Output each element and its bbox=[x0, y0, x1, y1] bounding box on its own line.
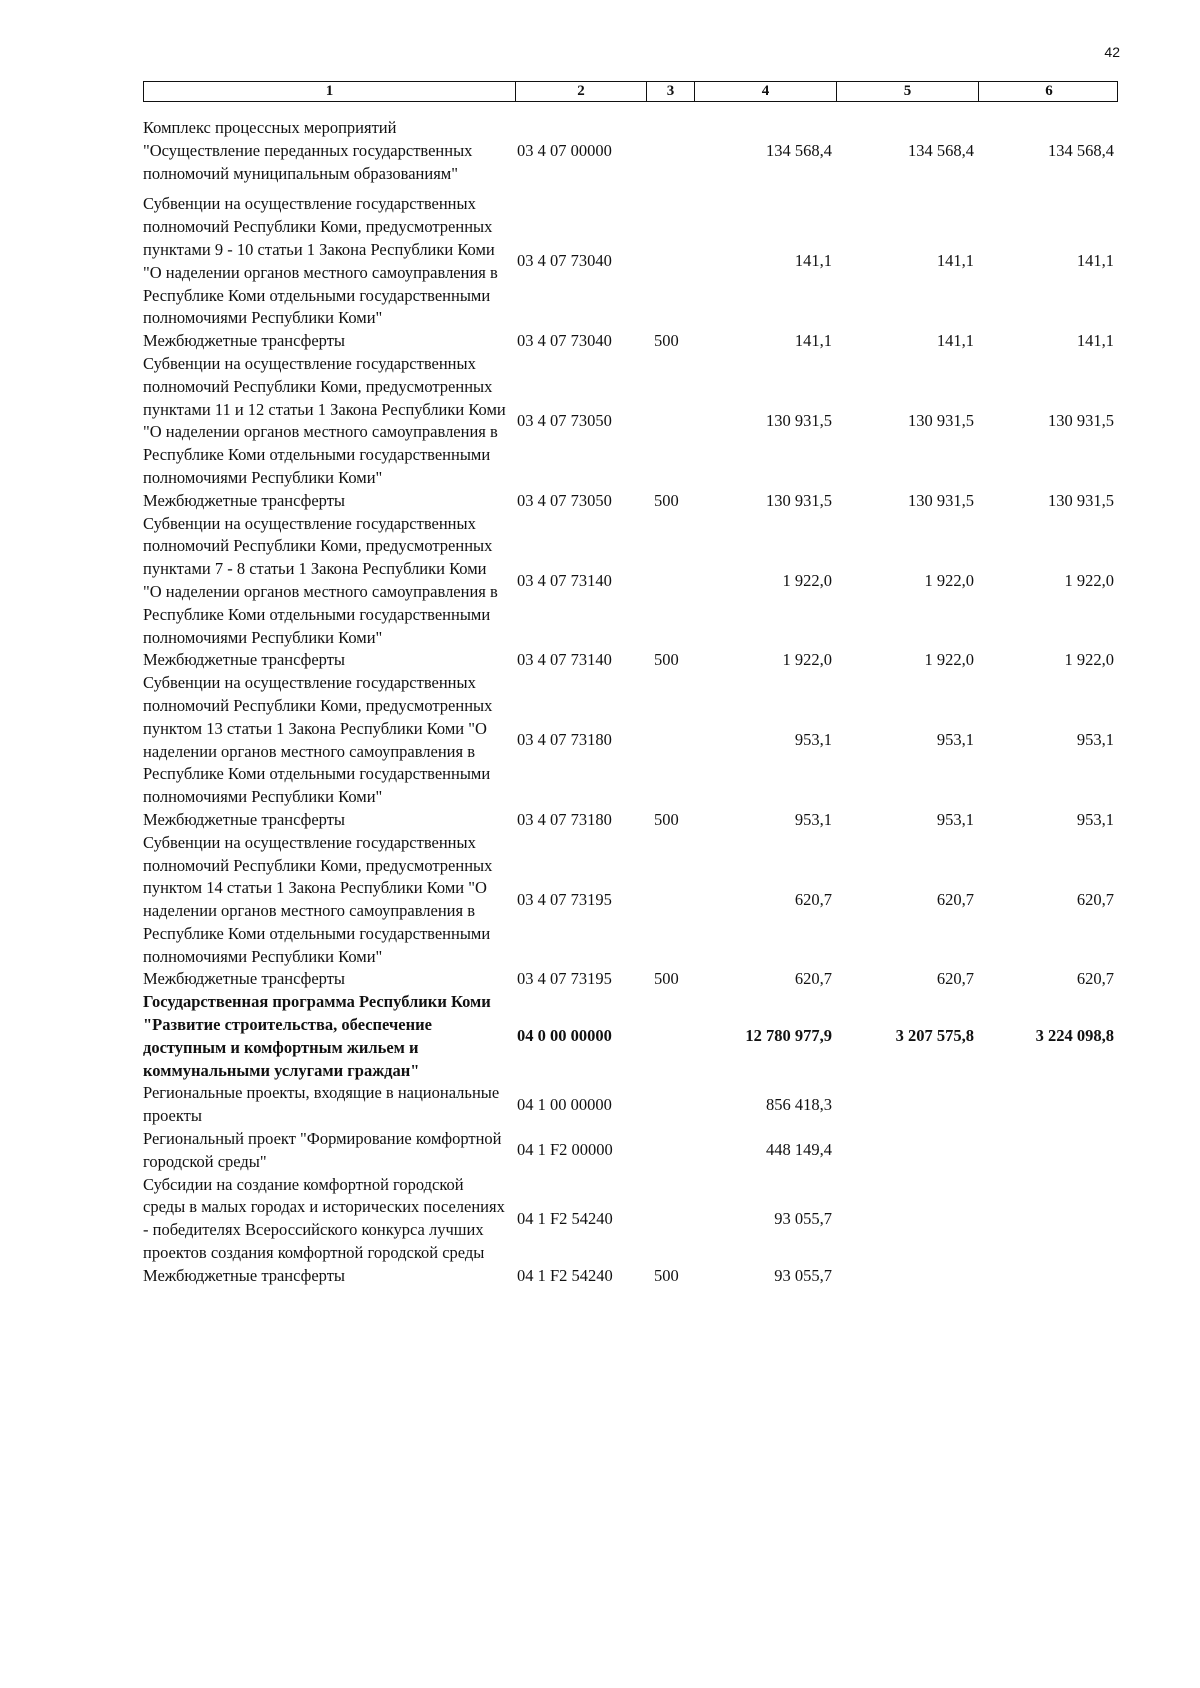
row-value-col4: 93 055,7 bbox=[774, 1208, 832, 1228]
row-value-col6: 3 224 098,8 bbox=[1035, 1026, 1114, 1046]
table-row bbox=[143, 968, 1118, 991]
table-body bbox=[143, 117, 1118, 1288]
row-value-col5: 130 931,5 bbox=[908, 410, 974, 430]
row-value-col4: 130 931,5 bbox=[766, 490, 832, 510]
row-value-col6: 130 931,5 bbox=[1048, 490, 1114, 510]
row-value-col5: 620,7 bbox=[936, 969, 974, 989]
row-name: Межбюджетные трансферты bbox=[143, 650, 346, 670]
row-name: Субвенции на осуществление государственных полномочий Республики Коми, предусмотренных пунктом 13 статьи 1 Закона Республики Коми "О наделении органов местного самоуправления в Республике Коми отдельными государственными полномочиями Республики Коми" bbox=[143, 673, 493, 807]
table-row bbox=[143, 117, 1118, 185]
column-header-3: 3 bbox=[647, 82, 695, 101]
table-row bbox=[143, 1174, 1118, 1265]
row-code: 03 4 07 73040 bbox=[517, 331, 612, 351]
row-code: 03 4 07 00000 bbox=[517, 140, 612, 160]
row-value-col4: 448 149,4 bbox=[766, 1140, 832, 1160]
row-value-col4: 953,1 bbox=[794, 730, 832, 750]
column-header-5: 5 bbox=[837, 82, 979, 101]
row-type: 500 bbox=[654, 490, 679, 510]
row-code: 03 4 07 73140 bbox=[517, 650, 612, 670]
row-name: Субсидии на создание комфортной городской среды в малых городах и исторических поселениях - победителях Всероссийского конкурса лучших проектов создания комфортной городской среды bbox=[143, 1174, 505, 1263]
table-row bbox=[143, 1082, 1118, 1128]
table-row bbox=[143, 991, 1118, 1082]
table-row bbox=[143, 513, 1118, 650]
row-value-col6: 141,1 bbox=[1076, 331, 1114, 351]
row-name: Субвенции на осуществление государственных полномочий Республики Коми, предусмотренных пунктами 11 и 12 статьи 1 Закона Республики Коми "О наделении органов местного самоуправления в Республике Коми отдельными государственными полномочиями Республики Коми" bbox=[143, 353, 506, 487]
row-value-col5: 141,1 bbox=[936, 251, 974, 271]
row-value-col6: 953,1 bbox=[1076, 809, 1114, 829]
row-code: 03 4 07 73195 bbox=[517, 889, 612, 909]
row-value-col6: 1 922,0 bbox=[1064, 650, 1114, 670]
row-value-col5: 620,7 bbox=[936, 889, 974, 909]
column-header-4: 4 bbox=[695, 82, 837, 101]
column-header-1: 1 bbox=[144, 82, 516, 101]
row-value-col5: 141,1 bbox=[936, 331, 974, 351]
row-value-col6: 134 568,4 bbox=[1048, 140, 1114, 160]
row-name: Субвенции на осуществление государственных полномочий Республики Коми, предусмотренных пунктами 9 - 10 статьи 1 Закона Республики Коми "О наделении органов местного самоуправления в Республике Коми отдельными государственными полномочиями Республики Коми" bbox=[143, 194, 498, 328]
row-code: 03 4 07 73180 bbox=[517, 730, 612, 750]
row-code: 03 4 07 73140 bbox=[517, 570, 612, 590]
row-value-col6: 953,1 bbox=[1076, 730, 1114, 750]
row-name: Региональный проект "Формирование комфортной городской среды" bbox=[143, 1129, 502, 1171]
row-code: 04 1 00 00000 bbox=[517, 1094, 612, 1114]
row-type: 500 bbox=[654, 331, 679, 351]
row-value-col4: 141,1 bbox=[794, 331, 832, 351]
row-value-col4: 953,1 bbox=[794, 809, 832, 829]
row-code: 04 1 F2 54240 bbox=[517, 1265, 613, 1285]
row-code: 03 4 07 73040 bbox=[517, 251, 612, 271]
table-row bbox=[143, 649, 1118, 672]
row-code: 03 4 07 73195 bbox=[517, 969, 612, 989]
row-value-col4: 12 780 977,9 bbox=[745, 1026, 832, 1046]
row-type: 500 bbox=[654, 650, 679, 670]
row-value-col4: 620,7 bbox=[794, 969, 832, 989]
row-name: Межбюджетные трансферты bbox=[143, 809, 346, 829]
row-value-col4: 856 418,3 bbox=[766, 1094, 832, 1114]
row-name: Межбюджетные трансферты bbox=[143, 490, 346, 510]
row-value-col4: 1 922,0 bbox=[782, 570, 832, 590]
table-row bbox=[143, 490, 1118, 513]
table-row bbox=[143, 809, 1118, 832]
table-row bbox=[143, 1128, 1118, 1174]
row-value-col6: 620,7 bbox=[1076, 969, 1114, 989]
row-value-col6: 130 931,5 bbox=[1048, 410, 1114, 430]
row-value-col5: 953,1 bbox=[936, 809, 974, 829]
row-value-col4: 141,1 bbox=[794, 251, 832, 271]
row-value-col4: 1 922,0 bbox=[782, 650, 832, 670]
table-row bbox=[143, 672, 1118, 809]
row-value-col4: 134 568,4 bbox=[766, 140, 832, 160]
table-row bbox=[143, 353, 1118, 490]
row-value-col4: 620,7 bbox=[794, 889, 832, 909]
row-value-col4: 130 931,5 bbox=[766, 410, 832, 430]
row-code: 03 4 07 73050 bbox=[517, 410, 612, 430]
row-value-col4: 93 055,7 bbox=[774, 1265, 832, 1285]
column-header-2: 2 bbox=[516, 82, 647, 101]
row-type: 500 bbox=[654, 969, 679, 989]
row-code: 04 1 F2 54240 bbox=[517, 1208, 613, 1228]
row-code: 04 0 00 00000 bbox=[517, 1026, 612, 1046]
table-row bbox=[143, 832, 1118, 969]
row-name: Региональные проекты, входящие в национальные проекты bbox=[143, 1083, 500, 1126]
row-value-col5: 3 207 575,8 bbox=[895, 1026, 974, 1046]
row-value-col5: 134 568,4 bbox=[908, 140, 974, 160]
row-name: Межбюджетные трансферты bbox=[143, 969, 346, 989]
row-value-col5: 130 931,5 bbox=[908, 490, 974, 510]
row-type: 500 bbox=[654, 1265, 679, 1285]
table-row bbox=[143, 193, 1118, 330]
row-value-col5: 953,1 bbox=[936, 730, 974, 750]
row-name: Межбюджетные трансферты bbox=[143, 331, 346, 351]
row-type: 500 bbox=[654, 809, 679, 829]
row-value-col5: 1 922,0 bbox=[924, 650, 974, 670]
row-value-col6: 141,1 bbox=[1076, 251, 1114, 271]
row-name: Субвенции на осуществление государственных полномочий Республики Коми, предусмотренных пунктом 14 статьи 1 Закона Республики Коми "О наделении органов местного самоуправления в Республике Коми отдельными государственными полномочиями Республики Коми" bbox=[143, 832, 493, 966]
row-code: 03 4 07 73050 bbox=[517, 490, 612, 510]
row-code: 03 4 07 73180 bbox=[517, 809, 612, 829]
row-value-col6: 620,7 bbox=[1076, 889, 1114, 909]
row-name: Комплекс процессных мероприятий "Осуществление переданных государственных полномочий муниципальным образованиям" bbox=[143, 118, 473, 183]
row-value-col5: 1 922,0 bbox=[924, 570, 974, 590]
table-row bbox=[143, 1265, 1118, 1288]
row-code: 04 1 F2 00000 bbox=[517, 1140, 613, 1160]
page-number: 42 bbox=[1104, 44, 1120, 60]
table-row bbox=[143, 330, 1118, 353]
table-header bbox=[143, 81, 1118, 102]
row-name: Государственная программа Республики Коми "Развитие строительства, обеспечение доступным и комфортным жильем и коммунальными услугами граждан" bbox=[143, 992, 491, 1080]
row-name: Субвенции на осуществление государственных полномочий Республики Коми, предусмотренных пунктами 7 - 8 статьи 1 Закона Республики Коми "О наделении органов местного самоуправления в Республике Коми отдельными государственными полномочиями Республики Коми" bbox=[143, 513, 498, 647]
row-name: Межбюджетные трансферты bbox=[143, 1265, 346, 1285]
column-header-6: 6 bbox=[1045, 83, 1053, 99]
row-value-col6: 1 922,0 bbox=[1064, 570, 1114, 590]
